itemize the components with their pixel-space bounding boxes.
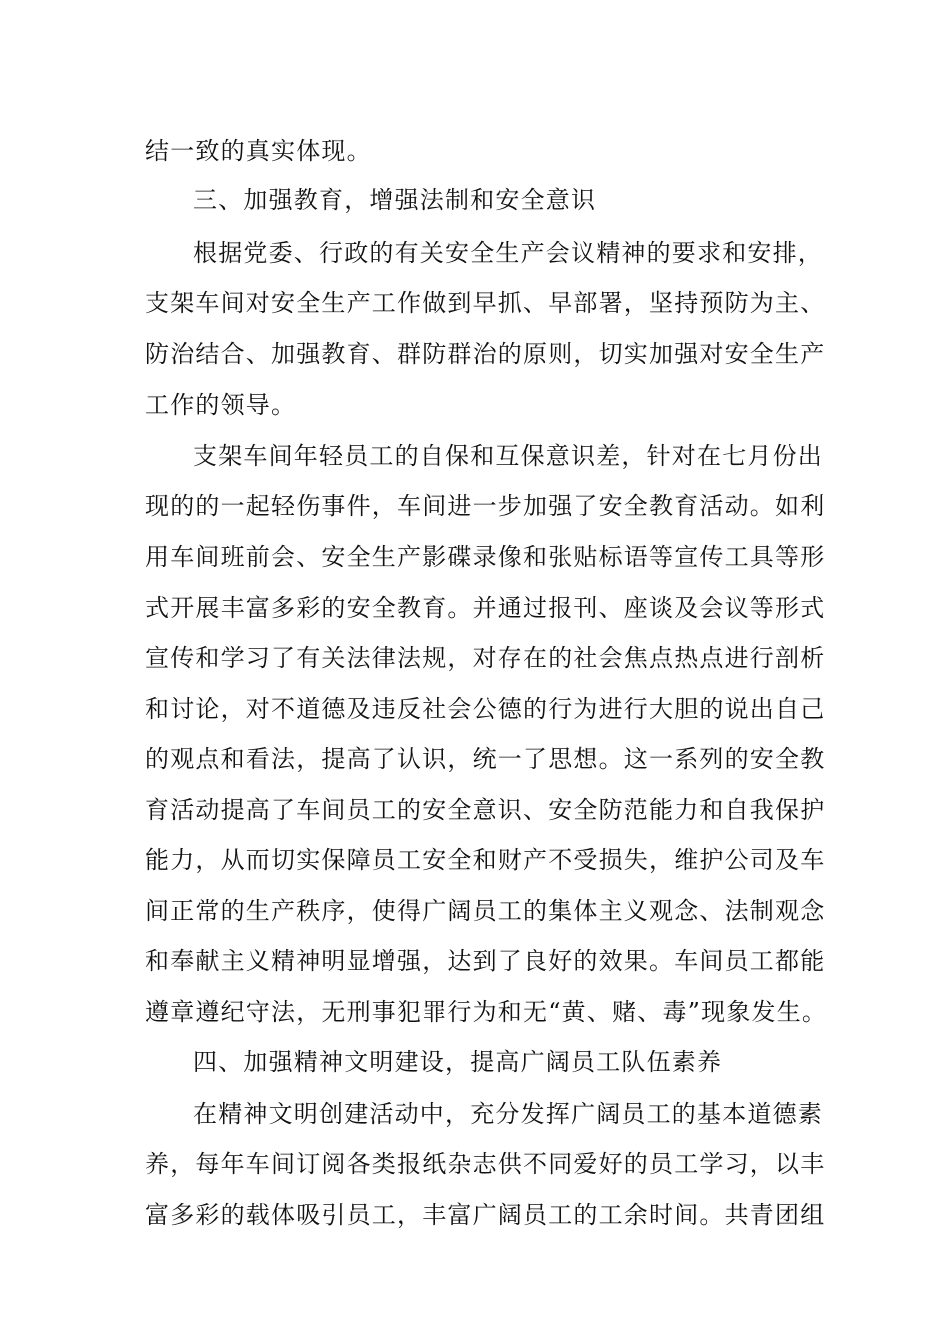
text-line-22: 富多彩的载体吸引员工，丰富广阔员工的工余时间。共青团组 xyxy=(145,1201,826,1229)
text-line-7: 支架车间年轻员工的自保和互保意识差，针对在七月份出 xyxy=(193,442,823,470)
text-line-21: 养，每年车间订阅各类报纸杂志供不同爱好的员工学习，以丰 xyxy=(145,1150,826,1178)
text-line-6: 工作的领导。 xyxy=(145,391,297,419)
text-line-20: 在精神文明创建活动中，充分发挥广阔员工的基本道德素 xyxy=(193,1100,823,1128)
text-line-16: 间正常的生产秩序，使得广阔员工的集体主义观念、法制观念 xyxy=(145,897,826,925)
text-line-17: 和奉献主义精神明显增强，达到了良好的效果。车间员工都能 xyxy=(145,947,826,975)
text-line-14: 育活动提高了车间员工的安全意识、安全防范能力和自我保护 xyxy=(145,796,826,824)
text-line-3: 根据党委、行政的有关安全生产会议精神的要求和安排， xyxy=(193,239,823,267)
text-line-18: 遵章遵纪守法，无刑事犯罪行为和无“黄、赌、毒”现象发生。 xyxy=(145,998,828,1026)
text-line-13: 的观点和看法，提高了认识，统一了思想。这一系列的安全教 xyxy=(145,745,826,773)
text-line-4: 支架车间对安全生产工作做到早抓、早部署，坚持预防为主、 xyxy=(145,289,826,317)
text-line-11: 宣传和学习了有关法律法规，对存在的社会焦点热点进行剖析 xyxy=(145,644,826,672)
text-line-8: 现的的一起轻伤事件，车间进一步加强了安全教育活动。如利 xyxy=(145,492,826,520)
section-heading-4: 四、加强精神文明建设，提高广阔员工队伍素养 xyxy=(193,1048,723,1076)
text-line-5: 防治结合、加强教育、群防群治的原则，切实加强对安全生产 xyxy=(145,340,826,368)
text-line-1: 结一致的真实体现。 xyxy=(145,137,372,165)
text-line-12: 和讨论，对不道德及违反社会公德的行为进行大胆的说出自己 xyxy=(145,695,826,723)
section-heading-3: 三、加强教育，增强法制和安全意识 xyxy=(193,186,597,214)
text-line-10: 式开展丰富多彩的安全教育。并通过报刊、座谈及会议等形式 xyxy=(145,594,826,622)
text-line-9: 用车间班前会、安全生产影碟录像和张贴标语等宣传工具等形 xyxy=(145,543,826,571)
text-line-15: 能力，从而切实保障员工安全和财产不受损失，维护公司及车 xyxy=(145,846,826,874)
